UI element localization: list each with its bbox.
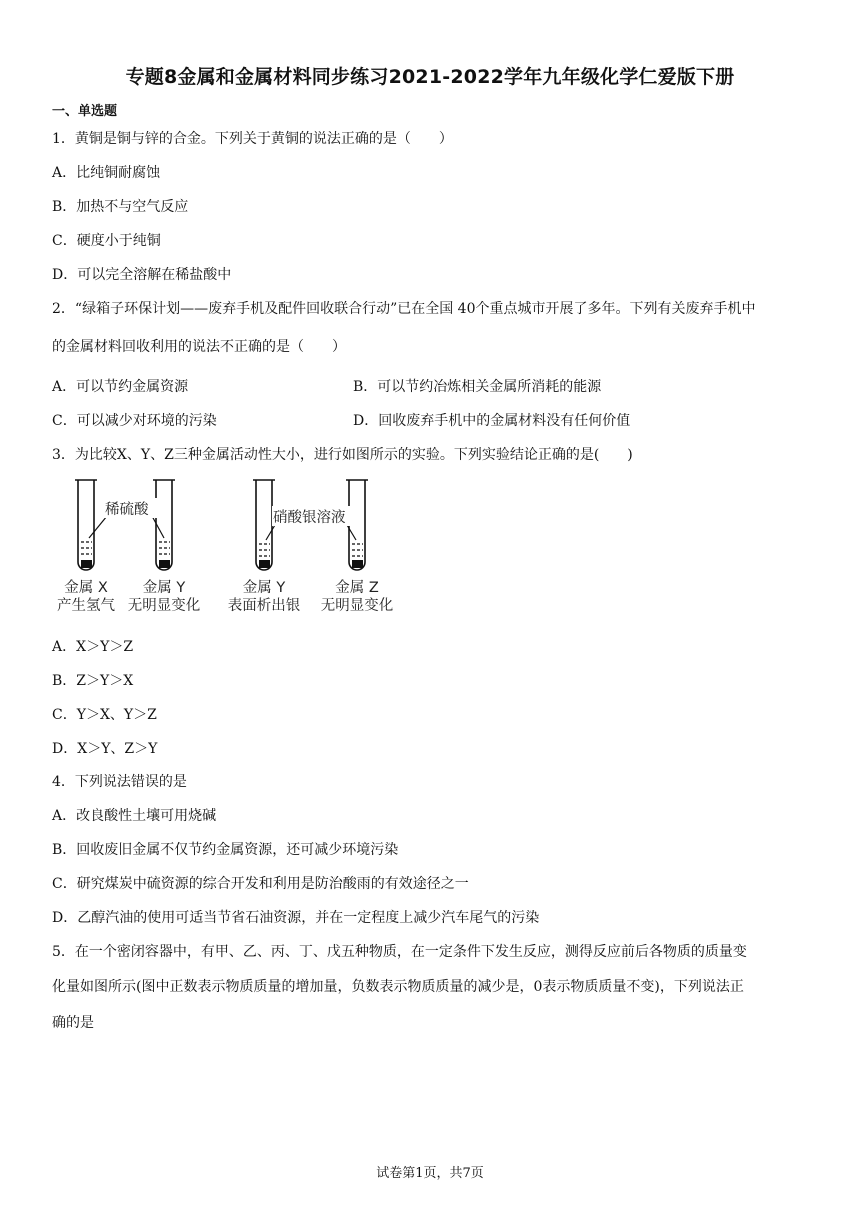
q3-option-b: B．Z＞Y＞X [52, 673, 134, 689]
q2-stem-line1: 2．“绿箱子环保计划——废弃手机及配件回收联合行动”已在全国 40个重点城市开展了多年。下列有关废弃手机中 [52, 301, 756, 317]
q1-option-a: A．比纯铜耐腐蚀 [52, 165, 161, 181]
tube-2-metal-label: 金属 Y [142, 580, 186, 596]
q2-stem-line2: 的金属材料回收利用的说法不正确的是（ ） [52, 339, 346, 355]
reagent-label-dilute-sulfuric-acid: 稀硫酸 [105, 502, 149, 518]
tube-1-metal-label: 金属 X [64, 580, 108, 596]
q3-option-d: D．X＞Y、Z＞Y [52, 741, 158, 757]
q4-option-c: C．研究煤炭中硫资源的综合开发和利用是防治酸雨的有效途径之一 [52, 876, 469, 892]
q3-stem: 3．为比较X、Y、Z三种金属活动性大小，进行如图所示的实验。下列实验结论正确的是( ) [52, 447, 633, 463]
q1-option-b: B．加热不与空气反应 [52, 199, 189, 215]
q4-option-b: B．回收废旧金属不仅节约金属资源，还可减少环境污染 [52, 842, 399, 858]
q4-option-a: A．改良酸性土壤可用烧碱 [52, 808, 217, 824]
tube-2-result-label: 无明显变化 [127, 598, 201, 614]
tube-1-result-label: 产生氢气 [57, 598, 115, 614]
metal-piece-x [81, 560, 92, 568]
page-footer: 试卷第1页，共7页 [376, 1166, 484, 1181]
q5-stem-line2: 化量如图所示(图中正数表示物质质量的增加量，负数表示物质质量的减少是，0表示物质质量不变)，下列说法正 [52, 979, 744, 995]
metal-piece-y [159, 560, 170, 568]
metal-piece-y [259, 560, 270, 568]
q4-stem: 4．下列说法错误的是 [52, 774, 187, 790]
q2-option-d: D．回收废弃手机中的金属材料没有任何价值 [353, 413, 631, 429]
q1-stem: 1．黄铜是铜与锌的合金。下列关于黄铜的说法正确的是（ ） [52, 131, 453, 147]
metal-piece-z [352, 560, 363, 568]
tube-3-metal-label: 金属 Y [242, 580, 286, 596]
q4-option-d: D．乙醇汽油的使用可适当节省石油资源，并在一定程度上减少汽车尾气的污染 [52, 910, 540, 926]
q3-option-a: A．X＞Y＞Z [52, 639, 134, 655]
tube-3-result-label: 表面析出银 [227, 598, 301, 614]
test-tube-1 [75, 480, 97, 570]
q3-option-c: C．Y＞X、Y＞Z [52, 707, 157, 723]
q2-option-a: A．可以节约金属资源 [52, 379, 189, 395]
tube-4-metal-label: 金属 Z [335, 580, 379, 596]
q1-option-d: D．可以完全溶解在稀盐酸中 [52, 267, 232, 283]
reagent-label-silver-nitrate: 硝酸银溶液 [273, 510, 346, 526]
section-heading: 一、单选题 [52, 104, 118, 119]
q2-option-c: C．可以减少对环境的污染 [52, 413, 217, 429]
q2-option-b: B．可以节约冶炼相关金属所消耗的能源 [353, 379, 602, 395]
page-title: 专题8金属和金属材料同步练习2021-2022学年九年级化学仁爱版下册 [125, 66, 735, 88]
test-tube-experiment-figure [52, 474, 412, 620]
q5-stem-line1: 5．在一个密闭容器中，有甲、乙、丙、丁、戊五种物质，在一定条件下发生反应，测得反应前后各物质的质量变 [52, 944, 747, 960]
q5-stem-line3: 确的是 [52, 1015, 94, 1031]
q1-option-c: C．硬度小于纯铜 [52, 233, 161, 249]
tube-4-result-label: 无明显变化 [320, 598, 394, 614]
